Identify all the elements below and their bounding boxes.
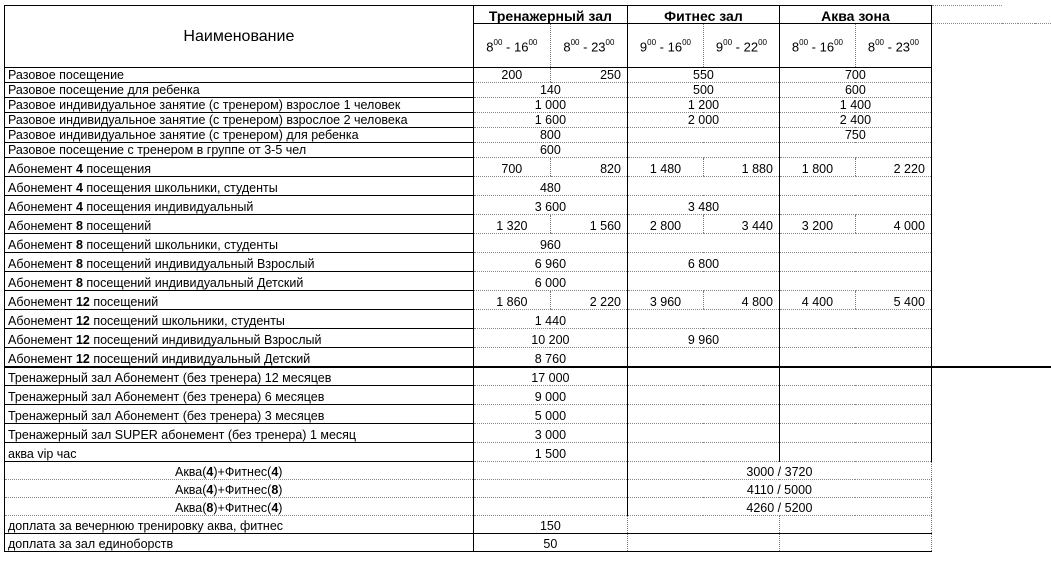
aqua-price-5 (779, 143, 931, 158)
aqua-price-20 (779, 424, 931, 443)
row-name: Абонемент 4 посещения (5, 158, 474, 177)
extra-price: 150 (473, 516, 627, 534)
aqua-price-15 (779, 329, 931, 348)
gym-price-12: 6 000 (473, 272, 627, 291)
row-name: Абонемент 12 посещений индивидуальный Детский (5, 348, 474, 367)
row-name: Абонемент 8 посещений (5, 215, 474, 234)
aqua-price-6-a: 1 800 (779, 158, 855, 177)
extra-name: доплата за зал единоборств (5, 534, 474, 552)
row-name: Абонемент 12 посещений (5, 291, 474, 310)
gym-price-1: 140 (473, 83, 627, 98)
table-row (5, 143, 1051, 158)
header-name: Наименование (5, 6, 474, 68)
table-row (5, 272, 1051, 291)
gym-price-8: 3 600 (473, 196, 627, 215)
fitness-price-11: 6 800 (627, 253, 779, 272)
fitness-price-9-a: 2 800 (627, 215, 703, 234)
aqua-price-17 (779, 367, 931, 386)
aqua-price-13-a: 4 400 (779, 291, 855, 310)
table-row (5, 253, 1051, 272)
aqua-price-19 (779, 405, 931, 424)
combo-gym-empty (473, 480, 627, 498)
row-name: Тренажерный зал Абонемент (без тренера) 12 месяцев (5, 367, 474, 386)
gym-price-3: 1 600 (473, 113, 627, 128)
aqua-price-12 (779, 272, 931, 291)
row-name: Разовое индивидуальное занятие (с тренером) взрослое 1 человек (5, 98, 474, 113)
table-row (5, 443, 1051, 462)
aqua-price-18 (779, 386, 931, 405)
gym-price-0-b: 250 (550, 68, 627, 83)
fitness-price-7 (627, 177, 779, 196)
time-header-1: $8^{00} - 16^{00}$ (473, 24, 550, 68)
gym-price-14: 1 440 (473, 310, 627, 329)
combo-price: 3000 / 3720 (627, 462, 931, 480)
table-row (5, 113, 1051, 128)
row-name: Разовое посещение (5, 68, 474, 83)
combo-name: Аква(8)+Фитнес(4) (5, 498, 474, 516)
time-header-6: $8^{00} - 23^{00}$ (855, 24, 931, 68)
row-name: Абонемент 4 посещения школьники, студенты (5, 177, 474, 196)
aqua-price-6-b: 2 220 (855, 158, 931, 177)
fitness-price-16 (627, 348, 779, 367)
gym-price-11: 6 960 (473, 253, 627, 272)
aqua-price-14 (779, 310, 931, 329)
table-row (5, 367, 1051, 386)
gym-price-13-b: 2 220 (550, 291, 627, 310)
table-row (5, 291, 1051, 310)
combo-price: 4260 / 5200 (627, 498, 931, 516)
time-header-5: $8^{00} - 16^{00}$ (779, 24, 855, 68)
fitness-price-8: 3 480 (627, 196, 779, 215)
row-name: Разовое посещение с тренером в группе от 3-5 чел (5, 143, 474, 158)
table-row (5, 177, 1051, 196)
extra-empty (627, 516, 779, 534)
extra-name: доплата за вечернюю тренировку аква, фитнес (5, 516, 474, 534)
fitness-price-13-b: 4 800 (703, 291, 779, 310)
gym-price-19: 5 000 (473, 405, 627, 424)
group-fitness: Фитнес зал (627, 6, 779, 24)
fitness-price-17 (627, 367, 779, 386)
fitness-price-15: 9 960 (627, 329, 779, 348)
gym-price-21: 1 500 (473, 443, 627, 462)
gym-price-6-a: 700 (473, 158, 550, 177)
aqua-price-7 (779, 177, 931, 196)
aqua-price-0: 700 (779, 68, 931, 83)
table-row (5, 234, 1051, 253)
gym-price-9-a: 1 320 (473, 215, 550, 234)
gym-price-6-b: 820 (550, 158, 627, 177)
price-table (4, 5, 1051, 552)
aqua-price-4: 750 (779, 128, 931, 143)
table-row (5, 68, 1051, 83)
gym-price-18: 9 000 (473, 386, 627, 405)
row-name: Тренажерный зал Абонемент (без тренера) 3 месяцев (5, 405, 474, 424)
aqua-price-2: 1 400 (779, 98, 931, 113)
table-row (5, 215, 1051, 234)
fitness-price-10 (627, 234, 779, 253)
group-aqua: Аква зона (779, 6, 931, 24)
combo-row (5, 480, 1051, 498)
gym-price-2: 1 000 (473, 98, 627, 113)
table-row (5, 348, 1051, 367)
gym-price-17: 17 000 (473, 367, 627, 386)
gym-price-20: 3 000 (473, 424, 627, 443)
extra-price: 50 (473, 534, 627, 552)
fitness-price-21 (627, 443, 779, 462)
aqua-price-10 (779, 234, 931, 253)
table-row (5, 158, 1051, 177)
fitness-price-6-b: 1 880 (703, 158, 779, 177)
extra-empty (627, 534, 779, 552)
extra-empty (779, 516, 931, 534)
combo-row (5, 462, 1051, 480)
aqua-price-11 (779, 253, 931, 272)
extra-empty (779, 534, 931, 552)
time-header-2: $8^{00} - 23^{00}$ (550, 24, 627, 68)
fitness-price-6-a: 1 480 (627, 158, 703, 177)
row-name: Разовое посещение для ребенка (5, 83, 474, 98)
table-row (5, 83, 1051, 98)
row-name: Разовое индивидуальное занятие (с тренером) взрослое 2 человека (5, 113, 474, 128)
gym-price-13-a: 1 860 (473, 291, 550, 310)
group-gym: Тренажерный зал (473, 6, 627, 24)
table-row (5, 196, 1051, 215)
aqua-price-13-b: 5 400 (855, 291, 931, 310)
combo-gym-empty (473, 462, 627, 480)
aqua-price-9-a: 3 200 (779, 215, 855, 234)
combo-row (5, 498, 1051, 516)
fitness-price-18 (627, 386, 779, 405)
row-name: Абонемент 4 посещения индивидуальный (5, 196, 474, 215)
fitness-price-4 (627, 128, 779, 143)
row-name: Тренажерный зал SUPER абонемент (без тренера) 1 месяц (5, 424, 474, 443)
table-row (5, 424, 1051, 443)
combo-name: Аква(4)+Фитнес(8) (5, 480, 474, 498)
combo-name: Аква(4)+Фитнес(4) (5, 462, 474, 480)
fitness-price-2: 1 200 (627, 98, 779, 113)
gym-price-16: 8 760 (473, 348, 627, 367)
gym-price-10: 960 (473, 234, 627, 253)
row-name: Разовое индивидуальное занятие (с тренером) для ребенка (5, 128, 474, 143)
aqua-price-21 (779, 443, 931, 462)
fitness-price-9-b: 3 440 (703, 215, 779, 234)
aqua-price-8 (779, 196, 931, 215)
table-row (5, 128, 1051, 143)
gym-price-0-a: 200 (473, 68, 550, 83)
gym-price-4: 800 (473, 128, 627, 143)
time-header-4: $9^{00} - 22^{00}$ (703, 24, 779, 68)
row-name: аква vip час (5, 443, 474, 462)
gym-price-9-b: 1 560 (550, 215, 627, 234)
gym-price-5: 600 (473, 143, 627, 158)
gym-price-7: 480 (473, 177, 627, 196)
time-header-3: $9^{00} - 16^{00}$ (627, 24, 703, 68)
table-row (5, 310, 1051, 329)
combo-price: 4110 / 5000 (627, 480, 931, 498)
fitness-price-12 (627, 272, 779, 291)
gym-price-15: 10 200 (473, 329, 627, 348)
fitness-price-13-a: 3 960 (627, 291, 703, 310)
table-row (5, 386, 1051, 405)
fitness-price-0: 550 (627, 68, 779, 83)
row-name: Абонемент 8 посещений школьники, студенты (5, 234, 474, 253)
table-row (5, 98, 1051, 113)
extra-row (5, 516, 1051, 534)
aqua-price-9-b: 4 000 (855, 215, 931, 234)
row-name: Абонемент 12 посещений школьники, студенты (5, 310, 474, 329)
fitness-price-1: 500 (627, 83, 779, 98)
table-row (5, 405, 1051, 424)
aqua-price-3: 2 400 (779, 113, 931, 128)
aqua-price-1: 600 (779, 83, 931, 98)
row-name: Абонемент 8 посещений индивидуальный Взрослый (5, 253, 474, 272)
fitness-price-14 (627, 310, 779, 329)
fitness-price-5 (627, 143, 779, 158)
combo-gym-empty (473, 498, 627, 516)
aqua-price-16 (779, 348, 931, 367)
table-row (5, 329, 1051, 348)
extra-row (5, 534, 1051, 552)
fitness-price-19 (627, 405, 779, 424)
row-name: Тренажерный зал Абонемент (без тренера) 6 месяцев (5, 386, 474, 405)
row-name: Абонемент 8 посещений индивидуальный Детский (5, 272, 474, 291)
row-name: Абонемент 12 посещений индивидуальный Взрослый (5, 329, 474, 348)
fitness-price-3: 2 000 (627, 113, 779, 128)
fitness-price-20 (627, 424, 779, 443)
